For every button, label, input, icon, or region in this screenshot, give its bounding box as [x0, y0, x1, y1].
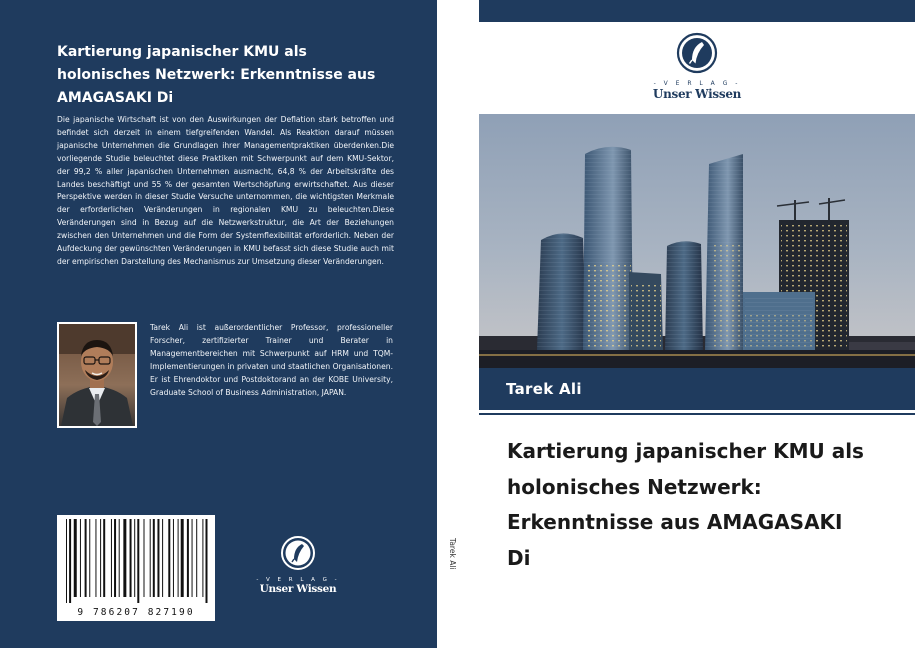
barcode-bar	[80, 519, 81, 597]
barcode-bar	[150, 519, 151, 597]
barcode-bar	[173, 519, 174, 597]
author-band	[479, 368, 915, 410]
barcode-bar	[119, 519, 120, 597]
barcode-bar	[89, 519, 90, 597]
barcode-bar	[95, 519, 96, 597]
publisher-verlag-label: - V E R L A G -	[256, 577, 340, 583]
barcode-bar	[196, 519, 197, 597]
barcode-bar	[130, 519, 132, 597]
quill-pen-emblem-icon	[280, 535, 316, 571]
front-cover	[479, 0, 915, 648]
divider-rule	[479, 413, 915, 415]
quill-pen-emblem-icon	[676, 32, 718, 74]
barcode-bar	[69, 519, 71, 603]
back-cover-title	[57, 41, 407, 110]
publisher-name: Unser Wissen	[259, 583, 337, 595]
back-title-line: AMAGASAKI Di	[57, 90, 174, 106]
front-top-bar	[479, 0, 915, 22]
barcode-bar	[103, 519, 105, 597]
barcode-bar	[153, 519, 155, 597]
barcode-bar	[206, 519, 208, 603]
barcode-bar	[168, 519, 170, 597]
barcode-bar	[192, 519, 193, 597]
skyline-cover-photo	[479, 114, 915, 368]
front-cover-title	[507, 434, 907, 576]
back-title-line: Kartierung japanischer KMU als	[57, 44, 307, 60]
barcode-bar	[181, 519, 184, 597]
barcode-bar	[66, 519, 67, 603]
publisher-verlag-label: - V E R L A G -	[653, 80, 741, 87]
isbn-digits: 9 786207 827190	[77, 607, 195, 618]
barcode-bar	[178, 519, 179, 597]
barcode-bar	[74, 519, 77, 597]
barcode-bar	[162, 519, 163, 597]
isbn-barcode	[57, 515, 215, 621]
barcode-bar	[85, 519, 87, 597]
barcode-bar	[123, 519, 126, 597]
front-title-line: Di	[507, 545, 531, 570]
front-title-line: Erkenntnisse aus AMAGASAKI	[507, 510, 843, 534]
front-publisher-logo	[627, 32, 767, 101]
author-bio: Tarek Ali ist außerordentlicher Professor, professioneller Forscher, zertifizierter Trainer und Berater in Managementbereichen mit Schwerpunkt auf HRM und TQM-Implementierungen in privaten und staatlichen Organisationen. Er ist Ehrendoktor und Postdoktorand an der KOBE University, Graduate School of Business Administration, JAPAN.	[150, 323, 393, 397]
barcode-bar	[202, 519, 203, 597]
spine-author: Tarek Ali	[448, 538, 457, 570]
barcode-bars-icon	[60, 519, 212, 603]
barcode-bar	[134, 519, 135, 597]
author-portrait-icon	[59, 324, 135, 426]
barcode-bar	[144, 519, 145, 597]
back-cover	[0, 0, 437, 648]
back-publisher-logo	[248, 535, 348, 595]
back-title-line: holonisches Netzwerk: Erkenntnisse aus	[57, 67, 376, 83]
publisher-name: Unser Wissen	[652, 87, 742, 101]
barcode-bar	[111, 519, 112, 597]
barcode-bar	[187, 519, 189, 597]
barcode-bar	[100, 519, 101, 597]
barcode-bar	[157, 519, 159, 597]
front-author-name: Tarek Ali	[506, 380, 582, 398]
front-title-line: Kartierung japanischer KMU als	[507, 439, 864, 463]
barcode-bar	[137, 519, 139, 603]
barcode-bar	[114, 519, 116, 597]
synopsis-text: Die japanische Wirtschaft ist von den Auswirkungen der Deflation stark betroffen und befindet sich derzeit in einem tiefgreifenden Wandel. Als Reaktion darauf müssen japanische Unternehmen die Grundlagen ihrer Managementpraktiken überdenken.Die vorliegende Studie beleuchtet diese Praktiken mit Schwerpunkt auf dem KMU-Sektor, der 99,2 % aller japanischen Unternehmen ausmacht, 64,8 % der Arbeitskräfte des Landes beschäftigt und 55 % der gesamten Wertschöpfung erwirtschaftet. Aus dieser Perspektive werden in dieser Studie Versuche unternommen, die wichtigsten Merkmale der erforderlichen Veränderungen in regionalen KMU zu beleuchten.Diese Veränderungen sind in Bezug auf die Netzwerkstruktur, die Art der Beziehungen zwischen den Unternehmen und die Form der Systemflexibilität erforderlich. Neben der Aufdeckung der gewünschten Veränderungen in KMU befasst sich diese Studie auch mit der empirischen Darstellung des Mechanismus zur Umsetzung dieser Veränderungen.	[57, 115, 394, 266]
book-spine	[437, 0, 479, 648]
front-title-line: holonisches Netzwerk:	[507, 474, 762, 499]
author-photo	[57, 322, 137, 428]
